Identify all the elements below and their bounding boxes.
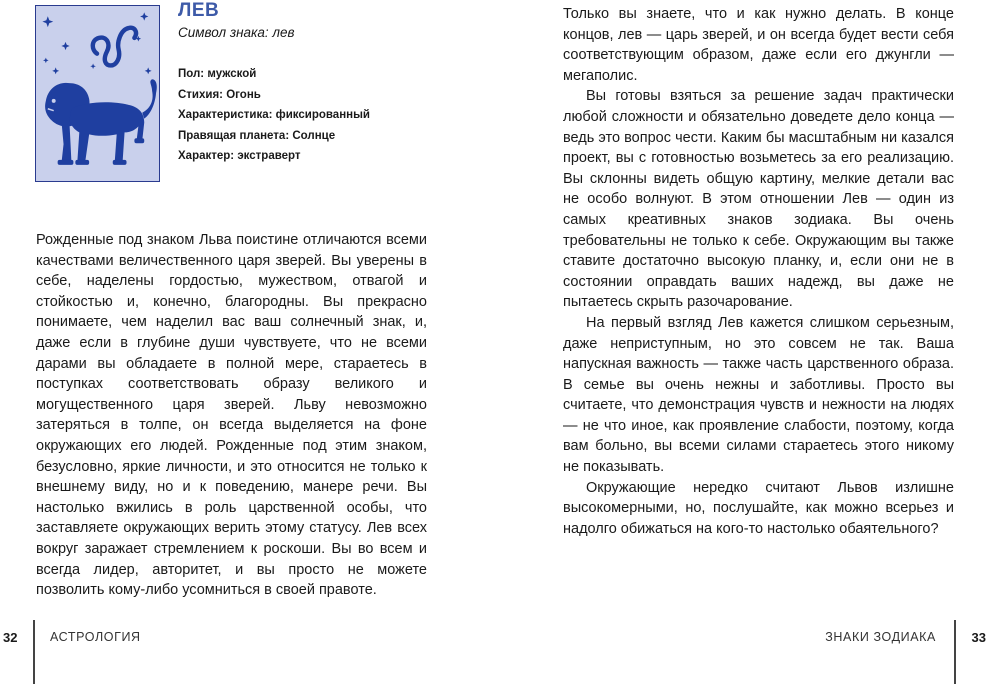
page-number: 32 bbox=[3, 630, 18, 645]
right-body-text bbox=[563, 4, 954, 539]
fact-element: Стихия: Огонь bbox=[178, 88, 261, 101]
leo-lion-illustration bbox=[36, 6, 159, 181]
paragraph: Только вы знаете, что и как нужно делать. В конце концов, лев — царь зверей, и он всегда будет вести себя соответствующим образом, даже если его джунгли — мегаполис. bbox=[563, 6, 954, 84]
sign-info bbox=[178, 0, 478, 167]
left-body-text bbox=[36, 230, 427, 601]
fact-modality: Характеристика: фиксированный bbox=[178, 109, 370, 121]
leo-illustration-box bbox=[35, 5, 160, 182]
fact-ruling-planet: Правящая планета: Солнце bbox=[178, 129, 336, 142]
left-page bbox=[0, 0, 496, 683]
sign-title: ЛЕВ bbox=[178, 0, 220, 21]
footer-divider bbox=[954, 620, 956, 684]
running-header: ЗНАКИ ЗОДИАКА bbox=[825, 630, 936, 644]
paragraph: Вы готовы взяться за решение задач практически любой сложности и обязательно доведете дело конца — ведь это вопрос чести. Каким бы масштабным ни казался проект, вы с готовностью возьметесь за его реализацию. Вы склонны видеть общую картину, мелкие детали вас не особо волнуют. В этом отношении Лев — один из самых креативных знаков зодиака. Вы очень требовательны не только к себе. Окружающим вы также ставите достаточно высокую планку, и, если они не в состоянии оправдать ваших надежд, вы даже не пытаетесь скрыть разочарование. bbox=[563, 88, 954, 311]
fact-temperament: Характер: экстраверт bbox=[178, 150, 301, 162]
paragraph: Окружающие нередко считают Львов излишне высокомерными, но, послушайте, как можно всерьез и надолго обижаться на кого-то настолько обаятельного? bbox=[563, 479, 954, 537]
page-number: 33 bbox=[971, 630, 986, 645]
left-footer bbox=[0, 620, 496, 684]
footer-divider bbox=[33, 620, 35, 684]
paragraph: Рожденные под знаком Льва поистине отличаются всеми качествами величественного царя зверей. Вы уверены в себе, наделены гордостью, мужеством, отвагой и стойкостью и, конечно, благородны. Вы прекрасно понимаете, чем наделил вас ваш солнечный знак, и, даже если в глубине души чувствуете, что не всеми дарами вы обладаете в полной мере, стараетесь в поступках соответствовать образу великого и могущественного царя зверей. Льву невозможно затеряться в толпе, он всегда выделяется на фоне окружающих его людей. Рожденные под этим знаком, безусловно, яркие личности, и это относится не только к внешнему виду, но и к поведению, манере речи. Вы настолько вжились в роль царственной особы, что заставляете окружающих верить этому статусу. Лев всех вокруг заражает стремлением к роскоши. Вы во всем и всегда лидер, авторитет, и вы просто не можете позволить кому-либо усомниться в своей правоте. bbox=[36, 232, 427, 599]
sign-subtitle: Символ знака: лев bbox=[178, 25, 295, 40]
fact-gender: Пол: мужской bbox=[178, 68, 257, 80]
running-header: АСТРОЛОГИЯ bbox=[50, 630, 141, 644]
right-footer bbox=[496, 620, 992, 684]
right-page bbox=[496, 0, 992, 683]
paragraph: На первый взгляд Лев кажется слишком серьезным, даже неприступным, но это совсем не так. Ваша напускная важность — также часть царственного образа. В семье вы очень нежны и заботливы. Просто вы считаете, что демонстрация чувств и нежности на людях — не что иное, как проявление слабости, поэтому, когда вам больно, вы всеми силами стараетесь этого никому не показывать. bbox=[563, 314, 954, 476]
sign-facts-list bbox=[178, 64, 478, 167]
